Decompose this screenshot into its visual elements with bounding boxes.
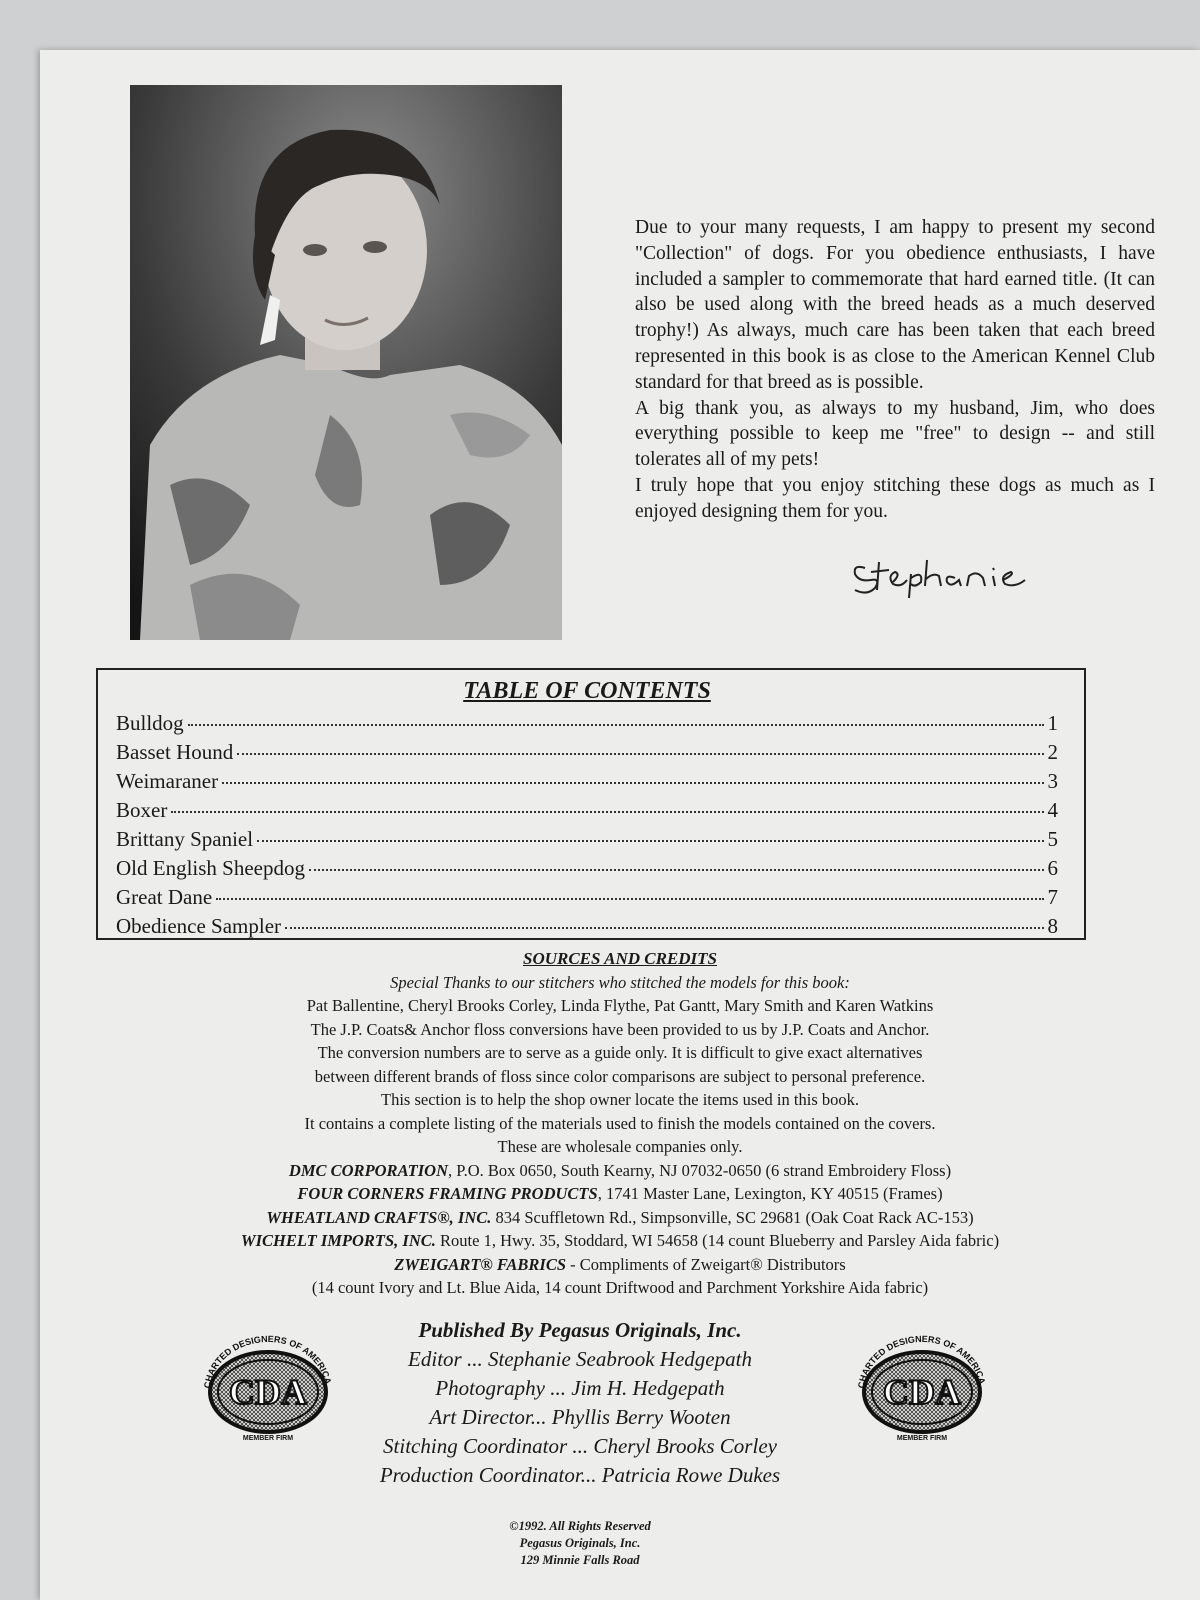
copyright-line: Pegasus Originals, Inc. — [519, 1536, 641, 1550]
intro-paragraph: Due to your many requests, I am happy to present my second "Collection" of dogs. For you obedience enthusiasts, I have included a sampler to commemorate that hard earned title. (It can also be used along with the breed heads as a much deserved trophy!) As always, much care has been taken that each breed represented in this book is as close to the American Kennel Club standard for that breed as is possible. — [635, 217, 1155, 393]
sources-and-credits — [80, 947, 1160, 1300]
company-detail: - Compliments of Zweigart® Distributors — [566, 1254, 846, 1274]
credits-last-line: (14 count Ivory and Lt. Blue Aida, 14 count Driftwood and Parchment Yorkshire Aida fabric) — [311, 1278, 929, 1297]
toc-entry — [116, 711, 1058, 740]
toc-entry-page: 1 — [1047, 711, 1058, 735]
toc-leader-dots — [285, 927, 1043, 929]
toc-entry-name: Boxer — [116, 798, 168, 822]
credits-line: between different brands of floss since color comparisons are subject to personal preference. — [314, 1066, 926, 1086]
toc-entry-name: Obedience Sampler — [116, 914, 282, 938]
toc-leader-dots — [216, 898, 1043, 900]
company-line — [80, 1206, 1160, 1230]
publisher-line: Published By Pegasus Originals, Inc. — [418, 1318, 742, 1342]
toc-entry-page: 6 — [1047, 856, 1058, 880]
toc-entry-name: Old English Sheepdog — [116, 856, 305, 880]
toc-entry-name: Great Dane — [116, 885, 213, 909]
company-name: WICHELT IMPORTS, INC. — [240, 1231, 436, 1250]
company-name: FOUR CORNERS FRAMING PRODUCTS — [297, 1184, 598, 1203]
toc-leader-dots — [257, 840, 1043, 842]
cda-arc-text: CHARTED DESIGNERS OF AMERICA — [856, 1333, 988, 1389]
company-name: ZWEIGART® FABRICS — [394, 1254, 567, 1274]
book-page — [40, 50, 1200, 1600]
toc-entry — [116, 827, 1058, 856]
credits-line: The conversion numbers are to serve as a guide only. It is difficult to give exact alternatives — [317, 1043, 923, 1062]
staff-role-line: Stitching Coordinator ... Cheryl Brooks Corley — [383, 1434, 777, 1458]
cda-letters: CDA — [229, 1372, 307, 1412]
publisher-staff-credits — [320, 1316, 840, 1490]
company-line — [80, 1253, 1160, 1277]
company-detail: Route 1, Hwy. 35, Stoddard, WI 54658 (14 count Blueberry and Parsley Aida fabric) — [435, 1231, 1000, 1250]
credits-line: This section is to help the shop owner locate the items used in this book. — [381, 1090, 859, 1109]
toc-leader-dots — [222, 782, 1043, 784]
intro-paragraph: I truly hope that you enjoy stitching these dogs as much as I enjoyed designing them for you. — [635, 474, 1155, 522]
cda-arc-text: CHARTED DESIGNERS OF AMERICA — [202, 1333, 334, 1389]
toc-entry-page: 4 — [1047, 798, 1058, 822]
company-name: DMC CORPORATION — [288, 1160, 448, 1180]
company-line — [80, 1229, 1160, 1253]
toc-leader-dots — [171, 811, 1043, 813]
toc-leader-dots — [188, 724, 1044, 726]
credits-heading: SOURCES AND CREDITS — [523, 949, 717, 968]
toc-entry — [116, 914, 1058, 943]
toc-entry-name: Weimaraner — [116, 769, 219, 793]
toc-leader-dots — [237, 753, 1043, 755]
toc-entry — [116, 740, 1058, 769]
toc-entry-page: 5 — [1047, 827, 1058, 851]
company-detail: , P.O. Box 0650, South Kearny, NJ 07032-0650 (6 strand Embroidery Floss) — [448, 1160, 952, 1180]
toc-entry — [116, 885, 1058, 914]
author-portrait-photo — [130, 85, 562, 640]
stitchers-line: Pat Ballentine, Cheryl Brooks Corley, Linda Flythe, Pat Gantt, Mary Smith and Karen Watkins — [306, 996, 934, 1015]
toc-entry-page: 8 — [1047, 914, 1058, 938]
cda-letters: CDA — [883, 1372, 961, 1412]
copyright-line: 129 Minnie Falls Road — [520, 1553, 640, 1567]
copyright-notice — [430, 1518, 730, 1569]
credits-line: The J.P. Coats& Anchor floss conversions have been provided to us by J.P. Coats and Anchor. — [310, 1019, 930, 1039]
cda-bottom-text: MEMBER FIRM — [896, 1435, 948, 1442]
company-name: WHEATLAND CRAFTS®, INC. — [266, 1207, 492, 1227]
cda-member-logo — [198, 1332, 338, 1442]
author-intro-text — [635, 215, 1155, 525]
company-line — [80, 1182, 1160, 1206]
intro-paragraph: A big thank you, as always to my husband, Jim, who does everything possible to keep me "free" to design -- and still tolerates all of my pets! — [635, 397, 1155, 471]
cda-member-logo — [852, 1332, 992, 1442]
company-detail: , 1741 Master Lane, Lexington, KY 40515 (Frames) — [597, 1184, 943, 1203]
company-line — [80, 1159, 1160, 1183]
credits-line: It contains a complete listing of the materials used to finish the models contained on the covers. — [304, 1113, 936, 1133]
toc-entry — [116, 856, 1058, 885]
copyright-line: ©1992. All Rights Reserved — [509, 1519, 651, 1533]
staff-role-line: Art Director... Phyllis Berry Wooten — [429, 1405, 731, 1429]
toc-entry — [116, 798, 1058, 827]
cda-bottom-text: MEMBER FIRM — [242, 1435, 294, 1442]
toc-entry-page: 3 — [1047, 769, 1058, 793]
author-signature — [845, 550, 1045, 600]
staff-role-line: Photography ... Jim H. Hedgepath — [435, 1376, 725, 1400]
toc-entry-name: Basset Hound — [116, 740, 234, 764]
toc-entry-page: 2 — [1047, 740, 1058, 764]
toc-title: TABLE OF CONTENTS — [463, 678, 711, 704]
staff-role-line: Production Coordinator... Patricia Rowe Dukes — [379, 1463, 781, 1487]
credits-line: These are wholesale companies only. — [497, 1137, 743, 1156]
toc-entry — [116, 769, 1058, 798]
toc-entry-name: Bulldog — [116, 711, 184, 735]
special-thanks-line: Special Thanks to our stitchers who stitched the models for this book: — [390, 972, 850, 992]
company-detail: 834 Scuffletown Rd., Simpsonville, SC 29681 (Oak Coat Rack AC-153) — [491, 1207, 974, 1227]
toc-entry-name: Brittany Spaniel — [116, 827, 254, 851]
toc-entry-page: 7 — [1047, 885, 1058, 909]
table-of-contents — [96, 668, 1086, 940]
toc-leader-dots — [309, 869, 1044, 871]
staff-role-line: Editor ... Stephanie Seabrook Hedgepath — [408, 1347, 752, 1371]
